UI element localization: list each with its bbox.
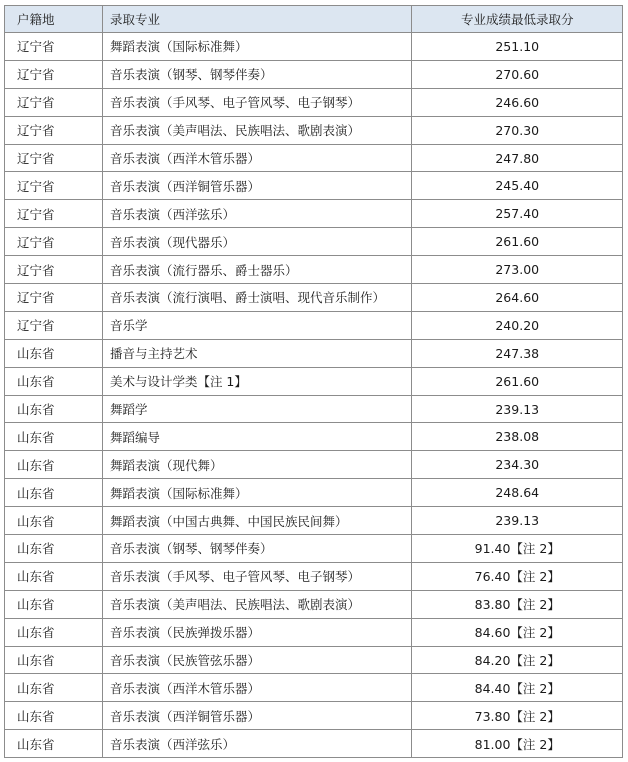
header-score: 专业成绩最低录取分 <box>412 6 623 33</box>
cell-score: 264.60 <box>412 284 623 312</box>
cell-region: 山东省 <box>5 674 103 702</box>
cell-major: 舞蹈学 <box>102 395 412 423</box>
table-row <box>5 172 623 200</box>
cell-region: 山东省 <box>5 367 103 395</box>
cell-major: 舞蹈表演（国际标准舞） <box>102 479 412 507</box>
table-row <box>5 451 623 479</box>
table-row <box>5 395 623 423</box>
table-row <box>5 33 623 61</box>
cell-region: 辽宁省 <box>5 60 103 88</box>
cell-score: 81.00【注 2】 <box>412 730 623 758</box>
cell-major: 音乐表演（西洋铜管乐器） <box>102 172 412 200</box>
cell-region: 辽宁省 <box>5 172 103 200</box>
table-row <box>5 479 623 507</box>
cell-major: 音乐表演（美声唱法、民族唱法、歌剧表演） <box>102 116 412 144</box>
cell-score: 251.10 <box>412 33 623 61</box>
header-row <box>5 6 623 33</box>
cell-score: 261.60 <box>412 228 623 256</box>
cell-major: 舞蹈表演（中国古典舞、中国民族民间舞） <box>102 507 412 535</box>
cell-major: 音乐表演（现代器乐） <box>102 228 412 256</box>
cell-region: 辽宁省 <box>5 116 103 144</box>
cell-region: 山东省 <box>5 451 103 479</box>
cell-region: 山东省 <box>5 646 103 674</box>
cell-score: 91.40【注 2】 <box>412 535 623 563</box>
cell-major: 美术与设计学类【注 1】 <box>102 367 412 395</box>
cell-score: 239.13 <box>412 395 623 423</box>
table-row <box>5 88 623 116</box>
cell-region: 山东省 <box>5 535 103 563</box>
cell-region: 山东省 <box>5 339 103 367</box>
cell-major: 音乐表演（西洋铜管乐器） <box>102 702 412 730</box>
cell-score: 234.30 <box>412 451 623 479</box>
cell-score: 247.38 <box>412 339 623 367</box>
cell-major: 音乐表演（西洋木管乐器） <box>102 674 412 702</box>
cell-region: 山东省 <box>5 423 103 451</box>
cell-major: 音乐表演（西洋弦乐） <box>102 200 412 228</box>
admission-scores-table <box>4 5 623 758</box>
cell-major: 音乐表演（钢琴、钢琴伴奏） <box>102 60 412 88</box>
cell-major: 音乐表演（钢琴、钢琴伴奏） <box>102 535 412 563</box>
table-row <box>5 562 623 590</box>
cell-region: 山东省 <box>5 507 103 535</box>
cell-region: 辽宁省 <box>5 311 103 339</box>
cell-region: 辽宁省 <box>5 256 103 284</box>
cell-score: 239.13 <box>412 507 623 535</box>
table-header <box>5 6 623 33</box>
cell-score: 246.60 <box>412 88 623 116</box>
cell-score: 248.64 <box>412 479 623 507</box>
cell-region: 山东省 <box>5 730 103 758</box>
cell-region: 山东省 <box>5 702 103 730</box>
cell-score: 245.40 <box>412 172 623 200</box>
table-row <box>5 339 623 367</box>
table-row <box>5 507 623 535</box>
cell-region: 辽宁省 <box>5 88 103 116</box>
table-row <box>5 144 623 172</box>
header-region: 户籍地 <box>5 6 103 33</box>
cell-region: 山东省 <box>5 618 103 646</box>
table-row <box>5 590 623 618</box>
cell-region: 辽宁省 <box>5 33 103 61</box>
cell-score: 257.40 <box>412 200 623 228</box>
cell-score: 261.60 <box>412 367 623 395</box>
table-row <box>5 284 623 312</box>
cell-major: 播音与主持艺术 <box>102 339 412 367</box>
table-row <box>5 116 623 144</box>
table-body <box>5 33 623 758</box>
cell-major: 音乐表演（西洋弦乐） <box>102 730 412 758</box>
cell-major: 舞蹈表演（国际标准舞） <box>102 33 412 61</box>
table-row <box>5 367 623 395</box>
header-major: 录取专业 <box>102 6 412 33</box>
cell-region: 山东省 <box>5 590 103 618</box>
cell-major: 音乐表演（美声唱法、民族唱法、歌剧表演） <box>102 590 412 618</box>
cell-major: 音乐表演（民族弹拨乐器） <box>102 618 412 646</box>
cell-score: 83.80【注 2】 <box>412 590 623 618</box>
cell-score: 84.40【注 2】 <box>412 674 623 702</box>
table-row <box>5 702 623 730</box>
table-row <box>5 60 623 88</box>
cell-major: 音乐表演（流行演唱、爵士演唱、现代音乐制作） <box>102 284 412 312</box>
table-row <box>5 730 623 758</box>
cell-region: 山东省 <box>5 479 103 507</box>
cell-region: 辽宁省 <box>5 144 103 172</box>
cell-score: 270.30 <box>412 116 623 144</box>
cell-score: 240.20 <box>412 311 623 339</box>
table-row <box>5 618 623 646</box>
table-row <box>5 200 623 228</box>
cell-major: 舞蹈表演（现代舞） <box>102 451 412 479</box>
cell-major: 音乐表演（流行器乐、爵士器乐） <box>102 256 412 284</box>
table-row <box>5 256 623 284</box>
table-row <box>5 674 623 702</box>
cell-score: 273.00 <box>412 256 623 284</box>
cell-region: 辽宁省 <box>5 228 103 256</box>
cell-score: 238.08 <box>412 423 623 451</box>
cell-region: 辽宁省 <box>5 284 103 312</box>
table-row <box>5 311 623 339</box>
cell-region: 山东省 <box>5 395 103 423</box>
cell-major: 音乐表演（手风琴、电子管风琴、电子钢琴） <box>102 562 412 590</box>
cell-score: 270.60 <box>412 60 623 88</box>
cell-major: 音乐表演（手风琴、电子管风琴、电子钢琴） <box>102 88 412 116</box>
cell-major: 音乐表演（民族管弦乐器） <box>102 646 412 674</box>
cell-score: 247.80 <box>412 144 623 172</box>
table-row <box>5 228 623 256</box>
table-row <box>5 535 623 563</box>
table-row <box>5 423 623 451</box>
cell-major: 音乐表演（西洋木管乐器） <box>102 144 412 172</box>
cell-major: 音乐学 <box>102 311 412 339</box>
cell-region: 山东省 <box>5 562 103 590</box>
cell-major: 舞蹈编导 <box>102 423 412 451</box>
cell-score: 73.80【注 2】 <box>412 702 623 730</box>
cell-region: 辽宁省 <box>5 200 103 228</box>
cell-score: 76.40【注 2】 <box>412 562 623 590</box>
cell-score: 84.20【注 2】 <box>412 646 623 674</box>
cell-score: 84.60【注 2】 <box>412 618 623 646</box>
table-row <box>5 646 623 674</box>
